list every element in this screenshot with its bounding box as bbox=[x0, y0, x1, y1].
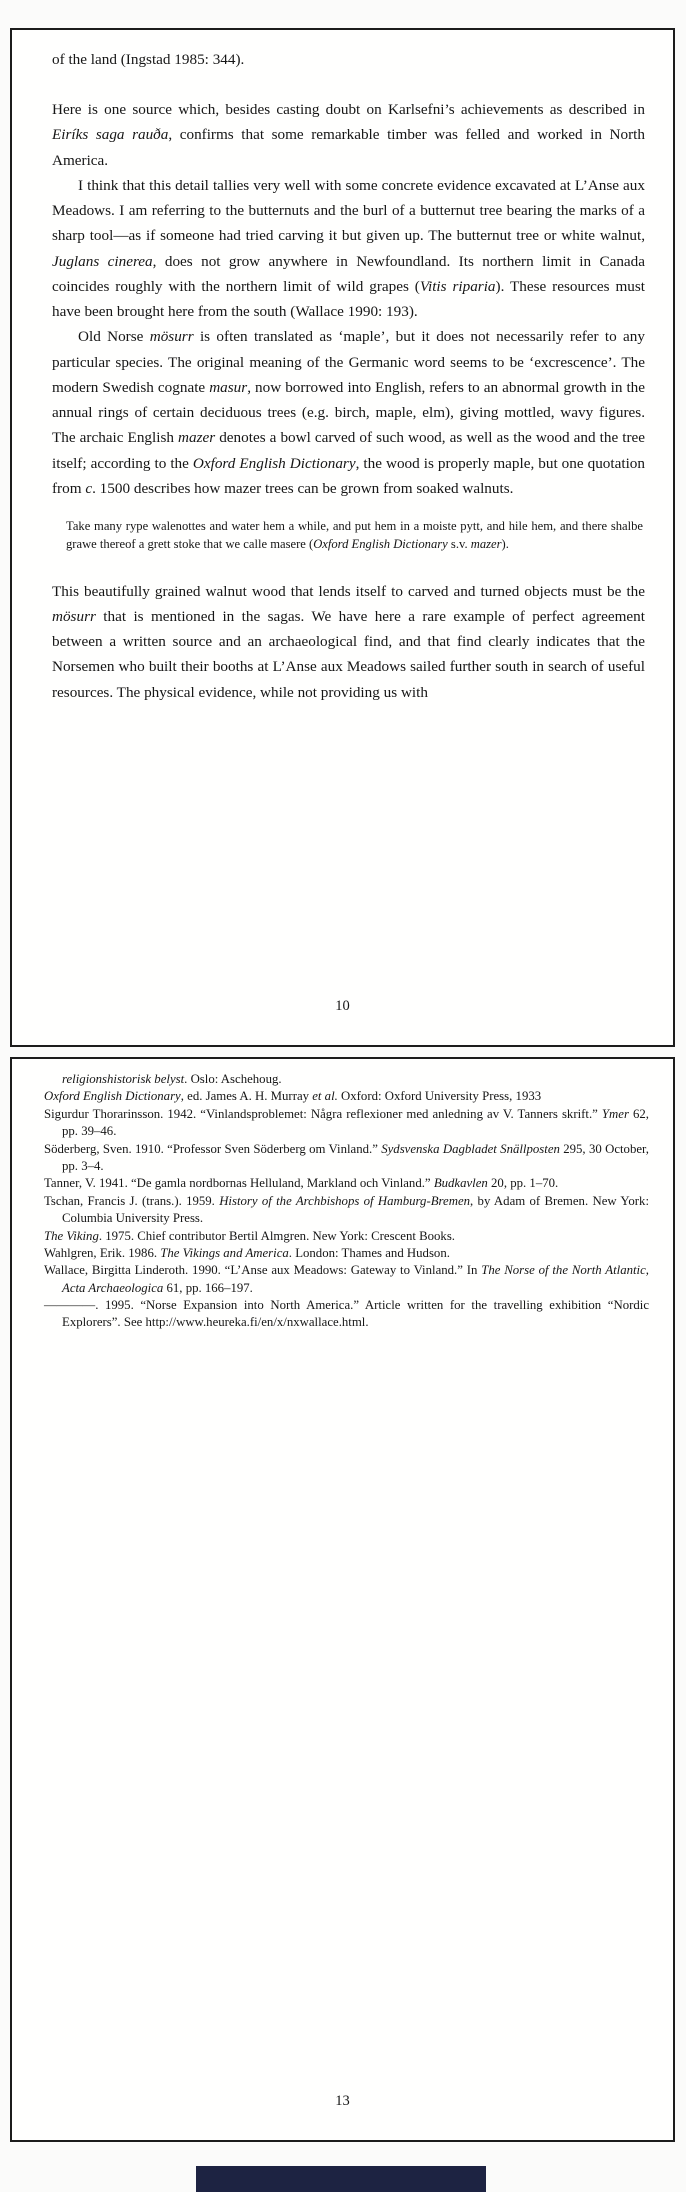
page-13-references bbox=[12, 1059, 673, 1332]
italic-text: c bbox=[85, 479, 93, 497]
text-run: of the land (Ingstad 1985: 344). bbox=[52, 51, 245, 68]
italic-text: et al. bbox=[312, 1089, 338, 1104]
text-run: Old Norse bbox=[78, 328, 150, 346]
italic-text: Sydsvenska Dagbladet Snällposten bbox=[381, 1141, 560, 1156]
text-run: that is mentioned in the sagas. We have here a rare example of perfect agreement between a written source and an archaeological find, and that find clearly indicates that the Norsemen who built their booths at L’Anse aux Meadows sailed further south in search of useful resources. The physical evidence, while not providing us with bbox=[52, 607, 645, 701]
text-run: Tschan, Francis J. (trans.). 1959. bbox=[44, 1193, 220, 1208]
reference-entry bbox=[44, 1141, 649, 1176]
text-run: 62, pp. 39–46. bbox=[62, 1106, 649, 1139]
text-run: . London: Thames and Hudson. bbox=[288, 1245, 450, 1260]
text-run: Söderberg, Sven. 1910. “Professor Sven Söderberg om Vinland.” bbox=[44, 1141, 382, 1156]
italic-text: Oxford English Dictionary bbox=[192, 454, 356, 472]
italic-text: mazer bbox=[470, 536, 502, 551]
italic-text: Vitis riparia bbox=[419, 277, 496, 295]
paragraph bbox=[52, 324, 645, 501]
italic-text: Oxford English Dictionary bbox=[313, 536, 448, 551]
reference-entry bbox=[44, 1071, 649, 1088]
text-run: is often translated as ‘maple’, but it does not necessarily refer to any particular species. The original meaning of the Germanic word seems to be ‘excrescence’. The modern Swedish cognate bbox=[52, 328, 645, 396]
text-run: 61, pp. 166–197. bbox=[163, 1280, 253, 1295]
italic-text: mazer bbox=[178, 429, 216, 447]
text-run: Sigurdur Thorarinsson. 1942. “Vinlandsproblemet: Några reflexioner med anledning av V. Tanners skrift.” bbox=[44, 1106, 602, 1121]
italic-text: History of the Archbishops of Hamburg-Bremen bbox=[219, 1193, 471, 1208]
italic-text: Oxford English Dictionary bbox=[44, 1089, 181, 1104]
text-run: Tanner, V. 1941. “De gamla nordbornas Helluland, Markland och Vinland.” bbox=[44, 1176, 434, 1191]
page-10 bbox=[10, 28, 675, 1047]
reference-entry bbox=[44, 1297, 649, 1332]
italic-text: The Vikings and America bbox=[160, 1245, 289, 1260]
text-run: This beautifully grained walnut wood that lends itself to carved and turned objects must be the bbox=[52, 582, 645, 600]
page-10-number: 10 bbox=[335, 998, 350, 1014]
text-run: s.v. bbox=[447, 536, 471, 551]
text-run: Wallace, Birgitta Linderoth. 1990. “L’Anse aux Meadows: Gateway to Vinland.” In bbox=[44, 1263, 482, 1278]
text-run: , by Adam of Bremen. New York: Columbia University Press. bbox=[62, 1193, 650, 1226]
text-run: 20, pp. 1–70. bbox=[487, 1176, 559, 1191]
page-13 bbox=[10, 1057, 675, 2142]
text-run: denotes a bowl carved of such wood, as well as the wood and the tree itself; according to the bbox=[52, 429, 645, 472]
reference-entry bbox=[44, 1106, 649, 1141]
paragraph bbox=[52, 173, 645, 324]
italic-text: Ymer bbox=[601, 1106, 629, 1121]
text-run: ————. 1995. “Norse Expansion into North America.” Article written for the travelling exhibition “Nordic Explorers”. See http://www.heureka.fi/en/x/nxwallace.html. bbox=[44, 1298, 649, 1330]
italic-text: Eiríks saga rauða bbox=[52, 126, 169, 144]
text-run: Here is one source which, besides casting doubt on Karlsefni’s achievements as described in bbox=[52, 101, 645, 119]
reference-entry bbox=[44, 1175, 649, 1192]
reference-entry bbox=[44, 1262, 649, 1297]
italic-text: mösurr bbox=[52, 607, 96, 625]
paragraph bbox=[52, 97, 645, 173]
italic-text: The Norse of the North Atlantic, Acta Archaeologica bbox=[62, 1263, 649, 1295]
text-run: , does not grow anywhere in Newfoundland. Its northern limit in Canada coincides roughly with the northern limit of wild grapes ( bbox=[52, 252, 645, 295]
text-run: ). These resources must have been brought here from the south (Wallace 1990: 193). bbox=[52, 277, 645, 321]
text-run: . Oslo: Aschehoug. bbox=[184, 1072, 282, 1086]
reference-entry bbox=[44, 1193, 649, 1228]
text-run: . 1975. Chief contributor Bertil Almgren. New York: Crescent Books. bbox=[98, 1228, 456, 1243]
text-run: , the wood is properly maple, but one quotation from bbox=[52, 454, 645, 497]
paragraph bbox=[52, 579, 645, 705]
reference-entry bbox=[44, 1088, 649, 1105]
reference-entry bbox=[44, 1245, 649, 1262]
text-run: Take many rype walenottes and water hem a while, and put hem in a moiste pytt, and hile hem, and there shalbe grawe thereof a grett stoke that we calle masere ( bbox=[66, 518, 643, 551]
text-run: Oxford: Oxford University Press, 1933 bbox=[337, 1089, 542, 1104]
next-page-edge bbox=[196, 2166, 486, 2192]
text-run: Wahlgren, Erik. 1986. bbox=[44, 1245, 161, 1260]
italic-text: The Viking bbox=[44, 1228, 99, 1243]
text-run: I think that this detail tallies very well with some concrete evidence excavated at L’Anse aux Meadows. I am referring to the butternuts and the burl of a butternut tree bearing the marks of a sharp tool—as if someone had tried carving it but given up. The butternut tree or white walnut, bbox=[52, 176, 645, 245]
italic-text: Juglans cinerea bbox=[52, 252, 153, 270]
page-10-body bbox=[12, 30, 673, 705]
block-quote bbox=[66, 518, 643, 554]
text-run: , ed. James A. H. Murray bbox=[180, 1089, 313, 1104]
italic-text: Budkavlen bbox=[433, 1176, 488, 1191]
text-run: ). bbox=[501, 536, 509, 551]
text-run: , confirms that some remarkable timber was felled and worked in North America. bbox=[52, 126, 645, 169]
reference-entry bbox=[44, 1228, 649, 1245]
text-run: 295, 30 October, pp. 3–4. bbox=[62, 1141, 649, 1173]
italic-text: masur bbox=[209, 378, 248, 396]
text-run: . 1500 describes how mazer trees can be grown from soaked walnuts. bbox=[92, 479, 514, 497]
paragraph bbox=[52, 47, 645, 72]
italic-text: religionshistorisk belyst bbox=[62, 1072, 185, 1086]
page-13-number: 13 bbox=[335, 2093, 350, 2109]
text-run: , now borrowed into English, refers to an abnormal growth in the annual rings of certain deciduous trees (e.g. birch, maple, elm), giving mottled, wavy figures. The archaic English bbox=[52, 378, 645, 447]
italic-text: mösurr bbox=[149, 328, 194, 346]
